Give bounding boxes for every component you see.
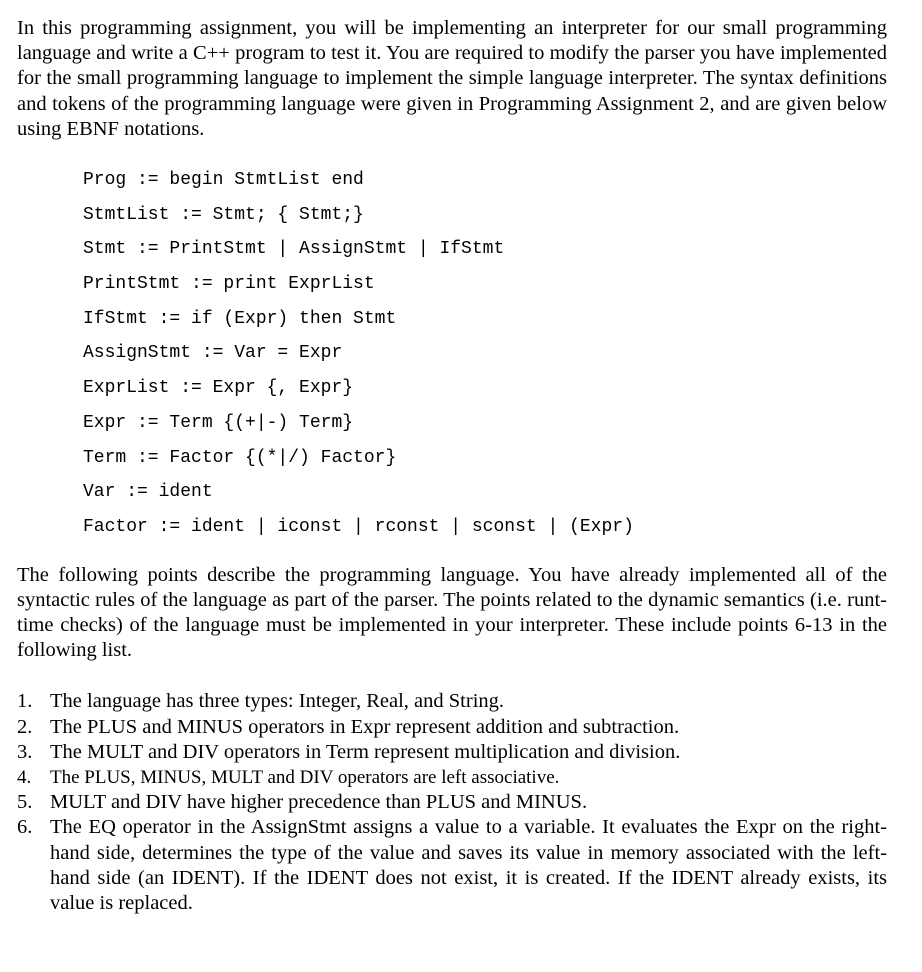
semantics-paragraph: The following points describe the programming language. You have already implemented all of the syntactic rules of the language as part of the parser. The points related to the dynamic semantics (i.e. runt-time checks) of the language must be implemented in your interpreter. These include points 6-13 in the following list. xyxy=(17,563,887,662)
grammar-rule-prog: Prog := begin StmtList end xyxy=(83,170,364,191)
list-item xyxy=(17,740,887,765)
intro-paragraph: In this programming assignment, you will be implementing an interpreter for our small programming language and write a C++ program to test it. You are required to modify the parser you have implemented for the small programming language to implement the simple language interpreter. The syntax definitions and tokens of the programming language were given in Programming Assignment 2, and are given below using EBNF notations. xyxy=(17,17,887,140)
grammar-rule-exprlist: ExprList := Expr {, Expr} xyxy=(83,378,354,399)
grammar-rule-ifstmt: IfStmt := if (Expr) then Stmt xyxy=(83,308,397,329)
list-item-text: The language has three types: Integer, Real, and String. xyxy=(50,690,505,713)
grammar-block xyxy=(83,168,887,550)
grammar-rule-term: Term := Factor {(*|/) Factor} xyxy=(83,447,397,468)
grammar-rule-var: Var := ident xyxy=(83,482,213,503)
list-item xyxy=(17,689,887,714)
list-item xyxy=(17,815,887,916)
grammar-rule-expr: Expr := Term {(+|-) Term} xyxy=(83,412,354,433)
document-body xyxy=(17,16,887,916)
list-item-text: The MULT and DIV operators in Term represent multiplication and division. xyxy=(50,740,681,763)
list-item-number: 6. xyxy=(17,816,33,839)
list-item xyxy=(17,790,887,815)
grammar-rule-stmt: Stmt := PrintStmt | AssignStmt | IfStmt xyxy=(83,239,505,260)
list-item-text: The PLUS and MINUS operators in Expr represent addition and subtraction. xyxy=(50,715,680,738)
list-item-number: 1. xyxy=(17,690,33,713)
grammar-rule-printstmt: PrintStmt := print ExprList xyxy=(83,274,375,295)
list-item-number: 3. xyxy=(17,740,33,763)
grammar-rule-factor: Factor := ident | iconst | rconst | sconst | (Expr) xyxy=(83,516,634,537)
list-item-number: 5. xyxy=(17,791,33,814)
grammar-rule-stmtlist: StmtList := Stmt; { Stmt;} xyxy=(83,204,364,225)
list-item-text: The EQ operator in the AssignStmt assigns a value to a variable. It evaluates the Expr on the right-hand side, determines the type of the value and saves its value in memory associated with the left-hand side (an IDENT). If the IDENT does not exist, it is created. If the IDENT already exists, its value is replaced. xyxy=(50,816,887,915)
list-item xyxy=(17,715,887,740)
grammar-rule-assignstmt: AssignStmt := Var = Expr xyxy=(83,343,343,364)
list-item-text: The PLUS, MINUS, MULT and DIV operators are left associative. xyxy=(50,767,560,788)
list-item-number: 4. xyxy=(17,767,32,788)
semantics-points-list xyxy=(17,689,887,916)
list-item-text: MULT and DIV have higher precedence than PLUS and MINUS. xyxy=(50,791,588,814)
list-item xyxy=(17,765,887,790)
list-item-number: 2. xyxy=(17,715,33,738)
